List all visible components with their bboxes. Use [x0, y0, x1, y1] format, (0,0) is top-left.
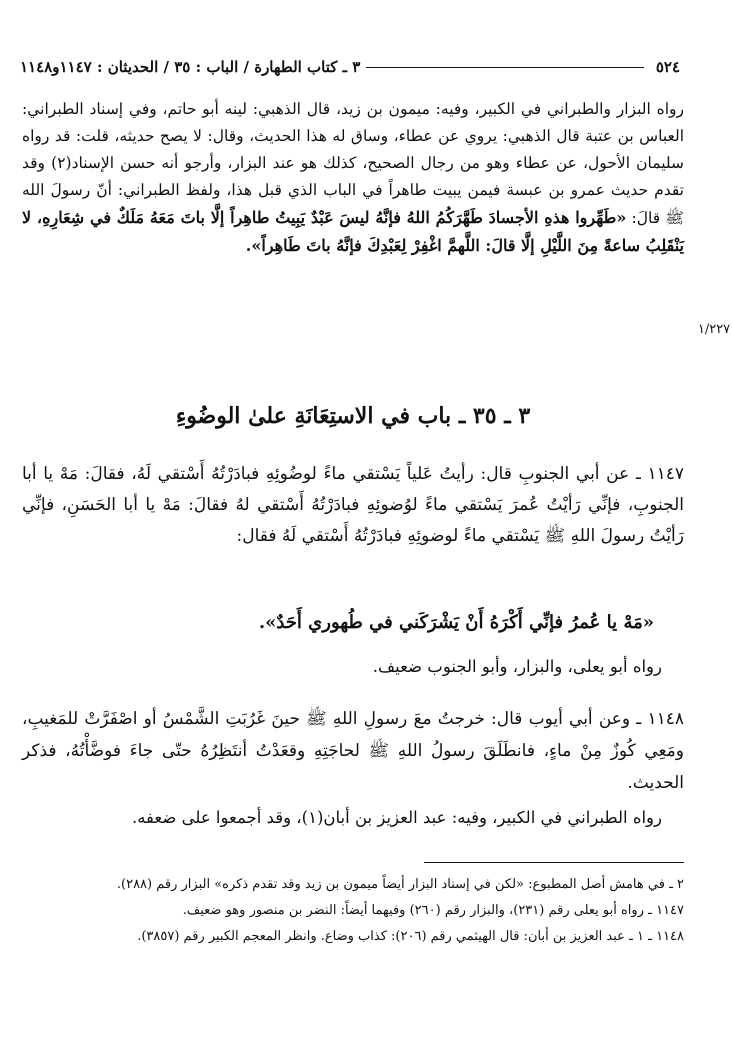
hadith-quote: «طَهِّروا هذهِ الأجسادَ طَهَّرَكُمُ اللهُ فإنَّهُ ليسَ عَبْدٌ يَبِيتُ طاهِراً إلَّا باتَ مَعَهُ مَلَكٌ في شِعَارِهِ، لا يَنْقَلِبُ ساعةً مِنَ اللَّيْلِ إلَّا قالَ: اللَّهمَّ اغْفِرْ لِعَبْدِكَ فإنَّهُ باتَ طَاهِراً».	[22, 208, 684, 255]
running-title: ٣ ـ كتاب الطهارة / الباب : ٣٥ / الحديثان : ١١٤٧و١١٤٨	[20, 58, 361, 76]
hadith-1148: ١١٤٨ ـ وعن أبي أيوب قال: خرجتُ معَ رسولِ اللهِ ﷺ حينَ غَرُبَتِ الشَّمْسُ أو اصْفَرَّتْ للمَغيبِ، ومَعِي كُوزٌ مِنْ ماءٍ، فانطَلَقَ رسولُ اللهِ ﷺ لحاجَتِهِ وقعَدْتُ أنتَظِرُهُ حتّى جاءَ فوضَّأْتُهُ، فذكر الحديث.	[22, 709, 684, 793]
page-number: ٥٢٤	[655, 58, 680, 76]
page-header	[20, 58, 680, 76]
footnotes	[22, 874, 684, 952]
footnote: ١١٤٧ ـ رواه أبو يعلى رقم (٢٣١)، والبزار رقم (٢٦٠) وفيهما أيضاً: النضر بن منصور وهو ضعيف.	[182, 903, 684, 918]
footnote-separator	[424, 862, 684, 863]
hadith-1147-source: رواه أبو يعلى، والبزار، وأبو الجنوب ضعيف.	[372, 657, 662, 676]
hadith-1148-source: رواه الطبراني في الكبير، وفيه: عبد العزيز بن أبان(١)، وقد أجمعوا على ضعفه.	[131, 808, 662, 827]
footnote: ٢ ـ في هامش أصل المطبوع: «لكن في إسناد البزار أيضاً ميمون بن زيد وقد تقدم ذكره» البزار رقم (٢٨٨).	[116, 877, 684, 892]
commentary-text: رواه البزار والطبراني في الكبير، وفيه: ميمون بن زيد، قال الذهبي: لينه أبو حاتم، وفي إسناد الطبراني: العباس بن عتبة قال الذهبي: يروي عن عطاء، وساق له هذا الحديث، وقال: لا يصح حديثه، قلت: قد رواه سليمان الأحول، عن عطاء وهو من رجال الصحيح، كذلك هو عند البزار، وأرجو أنه حسن الإسناد(٢) وقد تقدم حديث عمرو بن عبسة فيمن يبيت طاهراً في الباب الذي قبل هذا، ولفظ الطبراني: أنّ رسولَ الله ﷺ قالَ:	[22, 100, 684, 227]
margin-reference: ١/٢٢٧	[697, 322, 731, 337]
commentary-paragraph	[22, 96, 684, 260]
hadith-1147-quote: «مَهْ يا عُمرُ فإنِّي أَكْرَهُ أَنْ يَشْرَكَني في طُهوري أَحَدٌ».	[258, 612, 654, 633]
chapter-heading: ٣ ـ ٣٥ ـ باب في الاستِعَانَةِ علىٰ الوضُوءِ	[175, 403, 531, 429]
header-rule	[366, 67, 644, 68]
footnote: ١١٤٨ ـ ١ ـ عبد العزيز بن أبان: قال الهيثمي رقم (٢٠٦): كذاب وضاع. وانظر المعجم الكبير رقم (٣٨٥٧).	[137, 929, 684, 944]
hadith-1147: ١١٤٧ ـ عن أبي الجنوبِ قال: رأيتُ عَلياً يَسْتقي ماءً لوضُوئِهِ فبادَرْتُهُ أَسْتقي لَهُ، فقالَ: مَهْ يا أبا الجنوبِ، فإنِّي رَأيْتُ عُمرَ يَسْتقي ماءً لوُضوئِهِ فبادَرْتُهُ أَسْتقي لهُ فقالَ: مَهْ يا أبا الحَسَنِ، فإنِّي رَأيْتُ رسولَ اللهِ ﷺ يَسْتقي ماءً لوضوئِهِ فبادَرْتُهُ أَسْتقي لَهُ فقال:	[22, 464, 684, 546]
